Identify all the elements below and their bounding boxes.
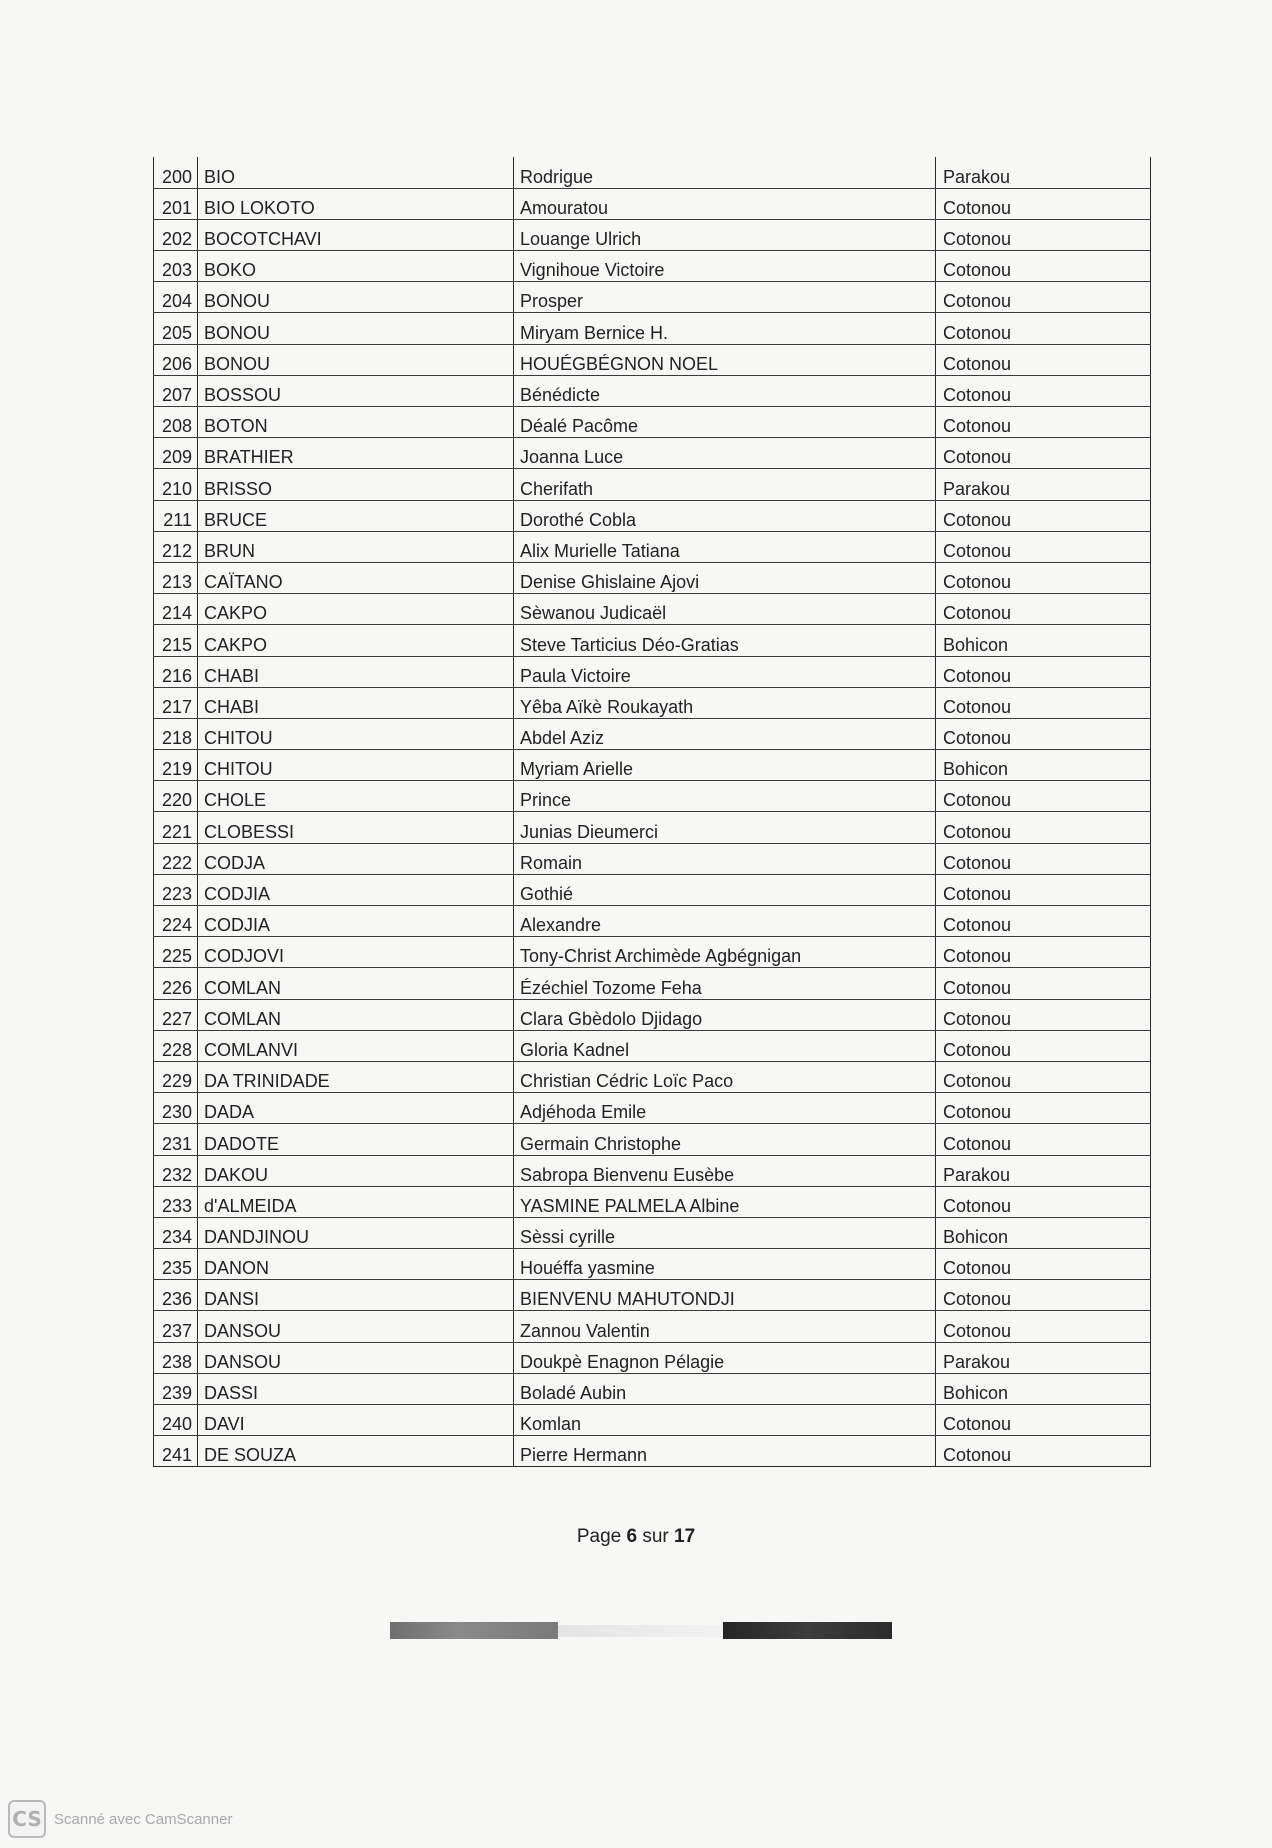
first-name-cell: Clara Gbèdolo Djidago — [514, 999, 936, 1030]
first-name-cell: Prosper — [514, 282, 936, 313]
table-row — [154, 407, 1151, 438]
table-row — [154, 906, 1151, 937]
page-number-prefix: Page — [576, 1526, 627, 1547]
last-name-cell: DADA — [198, 1093, 514, 1124]
row-number-cell: 204 — [154, 282, 198, 313]
first-name-cell: Houéffa yasmine — [514, 1249, 936, 1280]
table-row — [154, 1186, 1151, 1217]
row-number-cell: 205 — [154, 313, 198, 344]
city-cell: Cotonou — [936, 843, 1151, 874]
table-row — [154, 1311, 1151, 1342]
first-name-cell: Cherifath — [514, 469, 936, 500]
table-row — [154, 1405, 1151, 1436]
city-cell: Cotonou — [936, 906, 1151, 937]
city-cell: Cotonou — [936, 188, 1151, 219]
last-name-cell: CAKPO — [198, 625, 514, 656]
first-name-cell: Komlan — [514, 1405, 936, 1436]
table-row — [154, 1249, 1151, 1280]
last-name-cell: d'ALMEIDA — [198, 1186, 514, 1217]
last-name-cell: BOKO — [198, 251, 514, 282]
row-number-cell: 216 — [154, 656, 198, 687]
last-name-cell: CHITOU — [198, 718, 514, 749]
city-cell: Cotonou — [936, 531, 1151, 562]
page-number-total: 17 — [674, 1526, 696, 1547]
row-number-cell: 209 — [154, 438, 198, 469]
row-number-cell: 230 — [154, 1093, 198, 1124]
city-cell: Cotonou — [936, 407, 1151, 438]
city-cell: Cotonou — [943, 1445, 1012, 1466]
row-number-cell: 200 — [154, 157, 198, 188]
table-row — [154, 219, 1151, 250]
last-name-cell: CODJIA — [198, 874, 514, 905]
city-cell: Bohicon — [936, 1373, 1151, 1404]
table-row — [154, 188, 1151, 219]
last-name-cell: DANDJINOU — [198, 1217, 514, 1248]
first-name-cell: Alix Murielle Tatiana — [514, 531, 936, 562]
first-name-cell: Alexandre — [514, 906, 936, 937]
first-name-cell: Germain Christophe — [514, 1124, 936, 1155]
first-name-cell: Amouratou — [514, 188, 936, 219]
table-row — [154, 344, 1151, 375]
city-cell: Cotonou — [936, 594, 1151, 625]
table-row — [154, 375, 1151, 406]
first-name-cell: Junias Dieumerci — [514, 812, 936, 843]
first-name-cell: Prince — [514, 781, 936, 812]
city-cell: Bohicon — [936, 750, 1151, 781]
last-name-cell: DAVI — [198, 1405, 514, 1436]
first-name-cell: Déalé Pacôme — [514, 407, 936, 438]
table-row — [154, 1155, 1151, 1186]
city-cell: Cotonou — [936, 375, 1151, 406]
row-number-cell: 228 — [154, 1030, 198, 1061]
row-number-cell: 241 — [154, 1436, 198, 1467]
last-name-cell: BONOU — [198, 282, 514, 313]
row-number-cell: 226 — [154, 968, 198, 999]
row-number-cell: 208 — [154, 407, 198, 438]
table-row — [154, 812, 1151, 843]
first-name-cell: Louange Ulrich — [514, 219, 936, 250]
last-name-cell: DANON — [198, 1249, 514, 1280]
first-name-cell: Myriam Arielle — [514, 750, 936, 781]
last-name-cell: BRUCE — [198, 500, 514, 531]
city-cell: Cotonou — [936, 500, 1151, 531]
first-name-cell: Vignihoue Victoire — [514, 251, 936, 282]
city-cell: Cotonou — [936, 219, 1151, 250]
row-number-cell: 231 — [154, 1124, 198, 1155]
first-name-cell: HOUÉGBÉGNON NOEL — [514, 344, 936, 375]
last-name-cell: CLOBESSI — [198, 812, 514, 843]
city-cell: Cotonou — [936, 1311, 1151, 1342]
camscanner-text: Scanné avec CamScanner — [54, 1810, 233, 1828]
city-cell: Cotonou — [936, 251, 1151, 282]
last-name-cell: CODJOVI — [198, 937, 514, 968]
table-row — [154, 313, 1151, 344]
last-name-cell: CHITOU — [198, 750, 514, 781]
city-cell: Bohicon — [936, 1217, 1151, 1248]
city-cell: Cotonou — [936, 781, 1151, 812]
table-row — [154, 625, 1151, 656]
row-number-cell: 225 — [154, 937, 198, 968]
row-number-cell: 227 — [154, 999, 198, 1030]
table-row — [154, 874, 1151, 905]
last-name-cell: DA TRINIDADE — [198, 1061, 514, 1092]
last-name-cell: CODJIA — [198, 906, 514, 937]
row-number-cell: 222 — [154, 843, 198, 874]
page-number-current: 6 — [626, 1526, 638, 1547]
city-cell: Parakou — [936, 157, 1151, 188]
camscanner-logo-icon: CS — [8, 1800, 46, 1838]
table-row — [154, 500, 1151, 531]
first-name-cell: BIENVENU MAHUTONDJI — [514, 1280, 936, 1311]
table-row — [154, 1061, 1151, 1092]
city-cell: Cotonou — [936, 1093, 1151, 1124]
city-cell: Parakou — [936, 1155, 1151, 1186]
row-number-cell: 213 — [154, 562, 198, 593]
row-number-cell: 215 — [154, 625, 198, 656]
city-cell: Cotonou — [936, 874, 1151, 905]
camscanner-watermark — [8, 1800, 232, 1838]
table-row — [154, 531, 1151, 562]
first-name-cell: Boladé Aubin — [514, 1373, 936, 1404]
last-name-cell: CHABI — [198, 687, 514, 718]
last-name-cell: BRUN — [198, 531, 514, 562]
row-number-cell: 223 — [154, 874, 198, 905]
last-name-cell: BOSSOU — [198, 375, 514, 406]
row-number-cell: 219 — [154, 750, 198, 781]
last-name-cell: DANSI — [198, 1280, 514, 1311]
table-row — [154, 1436, 1151, 1467]
last-name-cell: BOTON — [198, 407, 514, 438]
row-number-cell: 211 — [154, 500, 198, 531]
table-row — [154, 469, 1151, 500]
city-cell: Cotonou — [936, 1186, 1151, 1217]
row-number-cell: 229 — [154, 1061, 198, 1092]
city-cell: Bohicon — [936, 625, 1151, 656]
row-number-cell: 237 — [154, 1311, 198, 1342]
last-name-cell: CAKPO — [198, 594, 514, 625]
city-cell: Cotonou — [936, 1124, 1151, 1155]
last-name-cell: DANSOU — [198, 1342, 514, 1373]
last-name-cell: CODJA — [198, 843, 514, 874]
row-number-cell: 206 — [154, 344, 198, 375]
city-cell: Parakou — [936, 469, 1151, 500]
row-number-cell: 202 — [154, 219, 198, 250]
city-cell: Cotonou — [936, 562, 1151, 593]
row-number-cell: 224 — [154, 906, 198, 937]
table-row — [154, 781, 1151, 812]
last-name-cell: DADOTE — [198, 1124, 514, 1155]
table-row — [154, 843, 1151, 874]
row-number-cell: 235 — [154, 1249, 198, 1280]
first-name-cell: Abdel Aziz — [514, 718, 936, 749]
table-row — [154, 937, 1151, 968]
page-number — [0, 1526, 1272, 1548]
first-name-cell: Rodrigue — [514, 157, 936, 188]
last-name-cell: COMLAN — [198, 968, 514, 999]
first-name-cell: Denise Ghislaine Ajovi — [514, 562, 936, 593]
first-name-cell: Gothié — [514, 874, 936, 905]
table-row — [154, 594, 1151, 625]
row-number-cell: 201 — [154, 188, 198, 219]
last-name-cell: BOCOTCHAVI — [198, 219, 514, 250]
row-number-cell: 240 — [154, 1405, 198, 1436]
first-name-cell: Doukpè Enagnon Pélagie — [514, 1342, 936, 1373]
last-name-cell: CHOLE — [198, 781, 514, 812]
first-name-cell: Sèssi cyrille — [514, 1217, 936, 1248]
first-name-cell: Romain — [514, 843, 936, 874]
row-number-cell: 218 — [154, 718, 198, 749]
last-name-cell: COMLANVI — [198, 1030, 514, 1061]
first-name-cell: Sabropa Bienvenu Eusèbe — [514, 1155, 936, 1186]
table-row — [154, 157, 1151, 188]
city-cell: Cotonou — [936, 937, 1151, 968]
first-name-cell: Ézéchiel Tozome Feha — [514, 968, 936, 999]
participant-table — [153, 157, 1151, 1467]
table-row — [154, 1373, 1151, 1404]
first-name-cell: Adjéhoda Emile — [514, 1093, 936, 1124]
participant-table-body — [154, 157, 1151, 1467]
first-name-cell: Tony-Christ Archimède Agbégnigan — [514, 937, 936, 968]
city-cell: Cotonou — [936, 999, 1151, 1030]
last-name-cell: DAKOU — [198, 1155, 514, 1186]
table-row — [154, 1280, 1151, 1311]
city-cell: Cotonou — [936, 687, 1151, 718]
first-name-cell: YASMINE PALMELA Albine — [514, 1186, 936, 1217]
table-row — [154, 718, 1151, 749]
row-number-cell: 234 — [154, 1217, 198, 1248]
table-row — [154, 750, 1151, 781]
last-name-cell: CAÏTANO — [198, 562, 514, 593]
row-number-cell: 236 — [154, 1280, 198, 1311]
row-number-cell: 214 — [154, 594, 198, 625]
last-name-cell: BIO — [198, 157, 514, 188]
table-row — [154, 282, 1151, 313]
table-row — [154, 999, 1151, 1030]
row-number-cell: 217 — [154, 687, 198, 718]
city-cell: Cotonou — [936, 656, 1151, 687]
first-name-cell: Yêba Aïkè Roukayath — [514, 687, 936, 718]
city-cell: Cotonou — [936, 1061, 1151, 1092]
row-number-cell: 221 — [154, 812, 198, 843]
row-number-cell: 232 — [154, 1155, 198, 1186]
city-cell: Cotonou — [936, 282, 1151, 313]
first-name-cell: Miryam Bernice H. — [514, 313, 936, 344]
page-number-middle: sur — [637, 1526, 675, 1547]
city-cell: Cotonou — [936, 812, 1151, 843]
first-name-cell: Joanna Luce — [514, 438, 936, 469]
table-row — [154, 1093, 1151, 1124]
last-name-cell: DASSI — [198, 1373, 514, 1404]
city-cell: Cotonou — [936, 1030, 1151, 1061]
redaction-bar-left — [390, 1622, 558, 1639]
redaction-bar-right — [723, 1622, 892, 1639]
last-name-cell: BRISSO — [198, 469, 514, 500]
table-row — [154, 968, 1151, 999]
first-name-cell: Christian Cédric Loïc Paco — [514, 1061, 936, 1092]
row-number-cell: 212 — [154, 531, 198, 562]
first-name-cell: Sèwanou Judicaël — [514, 594, 936, 625]
table-row — [154, 562, 1151, 593]
last-name-cell: BRATHIER — [198, 438, 514, 469]
city-cell: Cotonou — [936, 718, 1151, 749]
row-number-cell: 210 — [154, 469, 198, 500]
city-cell: Cotonou — [936, 313, 1151, 344]
row-number-cell: 233 — [154, 1186, 198, 1217]
table-row — [154, 656, 1151, 687]
row-number-cell: 203 — [154, 251, 198, 282]
table-row — [154, 438, 1151, 469]
first-name-cell: Dorothé Cobla — [514, 500, 936, 531]
first-name-cell: Zannou Valentin — [514, 1311, 936, 1342]
table-row — [154, 1030, 1151, 1061]
first-name-cell: Steve Tarticius Déo-Gratias — [514, 625, 936, 656]
table-row — [154, 251, 1151, 282]
row-number-cell: 239 — [154, 1373, 198, 1404]
city-cell: Cotonou — [936, 968, 1151, 999]
last-name-cell: COMLAN — [198, 999, 514, 1030]
city-cell: Cotonou — [936, 438, 1151, 469]
city-cell: Cotonou — [936, 1405, 1151, 1436]
city-cell: Parakou — [936, 1342, 1151, 1373]
redaction-bar-gap — [558, 1625, 723, 1637]
row-number-cell: 220 — [154, 781, 198, 812]
first-name-cell: Bénédicte — [514, 375, 936, 406]
last-name-cell: CHABI — [198, 656, 514, 687]
last-name-cell: BONOU — [198, 344, 514, 375]
table-row — [154, 687, 1151, 718]
last-name-cell: DE SOUZA — [198, 1436, 514, 1467]
first-name-cell: Pierre Hermann — [514, 1436, 936, 1467]
city-cell: Cotonou — [936, 1280, 1151, 1311]
table-row — [154, 1217, 1151, 1248]
last-name-cell: BONOU — [198, 313, 514, 344]
city-cell: Cotonou — [936, 1249, 1151, 1280]
row-number-cell: 238 — [154, 1342, 198, 1373]
row-number-cell: 207 — [154, 375, 198, 406]
city-cell: Cotonou — [936, 344, 1151, 375]
last-name-cell: DANSOU — [198, 1311, 514, 1342]
first-name-cell: Gloria Kadnel — [514, 1030, 936, 1061]
first-name-cell: Paula Victoire — [514, 656, 936, 687]
table-row — [154, 1124, 1151, 1155]
table-row — [154, 1342, 1151, 1373]
last-name-cell: BIO LOKOTO — [198, 188, 514, 219]
